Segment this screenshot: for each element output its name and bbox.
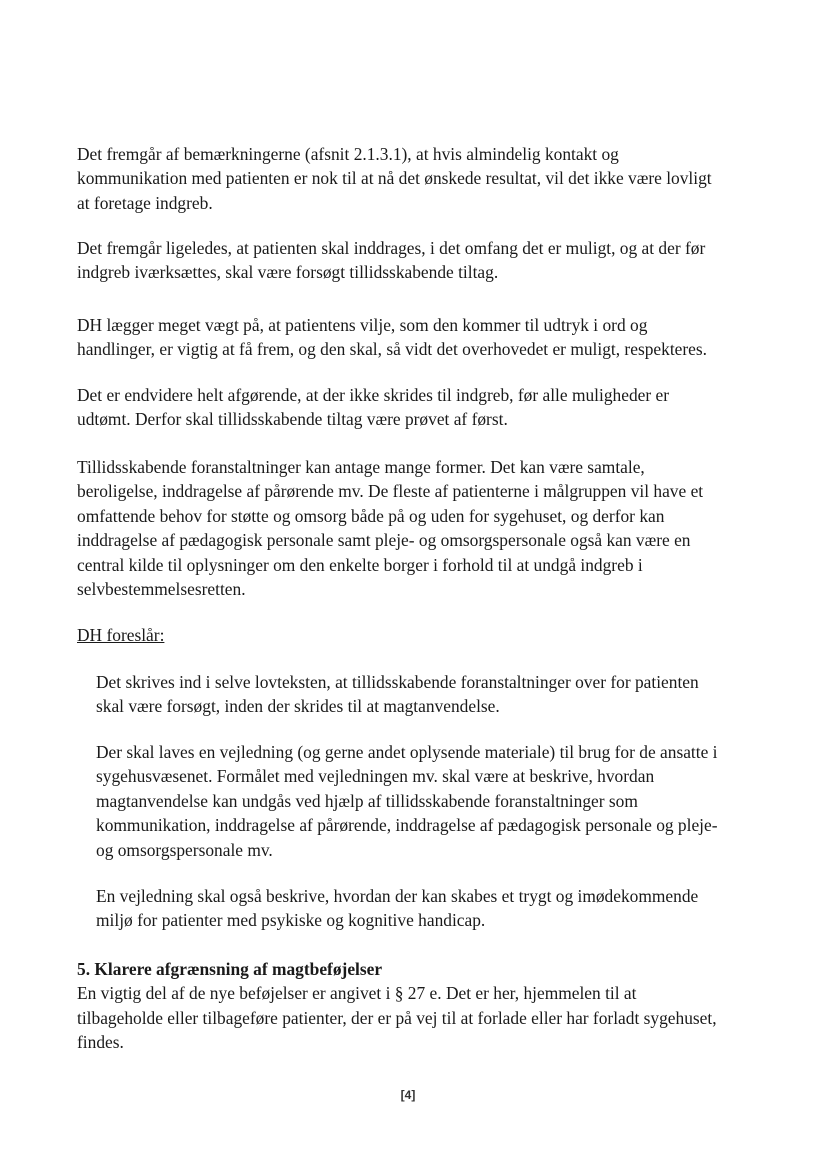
text-line: DH lægger meget vægt på, at patientens vilje, som den kommer til udtryk i ord og	[77, 315, 648, 335]
text-line: Det er endvidere helt afgørende, at der ikke skrides til indgreb, før alle muligheder er	[77, 385, 670, 405]
text-line: inddragelse af pædagogisk personale samt pleje- og omsorgspersonale også kan være en	[77, 530, 691, 551]
text-line: magtanvendelse kan undgås ved hjælp af tillidsskabende foranstaltninger som	[96, 790, 638, 811]
proposal-item-environment	[96, 884, 766, 933]
text-line: En vigtig del af de nye beføjelser er angivet i § 27 e. Det er her, hjemmelen til at	[77, 983, 637, 1004]
paragraph-involvement	[77, 236, 767, 285]
text-line: tilbageholde eller tilbageføre patienter, der er på vej til at forlade eller har forladt sygehuset,	[77, 1007, 717, 1028]
text-line: Det fremgår af bemærkningerne (afsnit 2.1.3.1), at hvis almindelig kontakt og	[77, 144, 619, 164]
proposal-heading-text: DH foreslår:	[77, 625, 165, 645]
text-line: En vejledning skal også beskrive, hvordan der kan skabes et trygt og imødekommende	[96, 886, 699, 906]
text-line: at foretage indgreb.	[77, 192, 213, 213]
text-line: findes.	[77, 1032, 124, 1053]
text-line: Der skal laves en vejledning (og gerne andet oplysende materiale) til brug for de ansatte i	[96, 742, 718, 762]
text-line: selvbestemmelsesretten.	[77, 579, 246, 600]
section-heading: 5. Klarere afgrænsning af magtbeføjelser	[77, 959, 383, 979]
text-line: og omsorgspersonale mv.	[96, 839, 273, 860]
section-5	[77, 957, 767, 1055]
text-line: skal være forsøgt, inden der skrides til at magtanvendelse.	[96, 696, 500, 717]
text-line: miljø for patienter med psykiske og kognitive handicap.	[96, 910, 486, 931]
paragraph-trust-measures	[77, 455, 767, 601]
paragraph-patient-will	[77, 313, 767, 362]
text-line: kommunikation, inddragelse af pårørende, inddragelse af pædagogisk personale og pleje-	[96, 815, 718, 836]
page-number: [4]	[400, 1088, 416, 1102]
paragraph-exhaust-options	[77, 383, 767, 432]
paragraph-remarks	[77, 142, 767, 215]
proposal-item-law-text	[96, 670, 766, 719]
text-line: central kilde til oplysninger om den enkelte borger i forhold til at undgå indgreb i	[77, 554, 643, 575]
text-line: Det skrives ind i selve lovteksten, at tillidsskabende foranstaltninger over for patienten	[96, 672, 699, 692]
text-line: Det fremgår ligeledes, at patienten skal inddrages, i det omfang det er muligt, og at der før	[77, 238, 706, 258]
text-line: beroligelse, inddragelse af pårørende mv. De fleste af patienterne i målgruppen vil have et	[77, 481, 704, 502]
text-line: udtømt. Derfor skal tillidsskabende tiltag være prøvet af først.	[77, 409, 508, 430]
text-line: sygehusvæsenet. Formålet med vejledningen mv. skal være at beskrive, hvordan	[96, 766, 655, 787]
text-line: handlinger, er vigtig at få frem, og den skal, så vidt det overhovedet er muligt, respekteres.	[77, 339, 707, 360]
text-line: omfattende behov for støtte og omsorg både på og uden for sygehuset, og derfor kan	[77, 505, 665, 526]
text-line: kommunikation med patienten er nok til at nå det ønskede resultat, vil det ikke være lovligt	[77, 168, 712, 189]
text-line: Tillidsskabende foranstaltninger kan antage mange former. Det kan være samtale,	[77, 457, 645, 477]
proposal-item-guidance	[96, 740, 766, 862]
proposal-heading	[77, 623, 767, 647]
text-line: indgreb iværksættes, skal være forsøgt tillidsskabende tiltag.	[77, 262, 499, 283]
